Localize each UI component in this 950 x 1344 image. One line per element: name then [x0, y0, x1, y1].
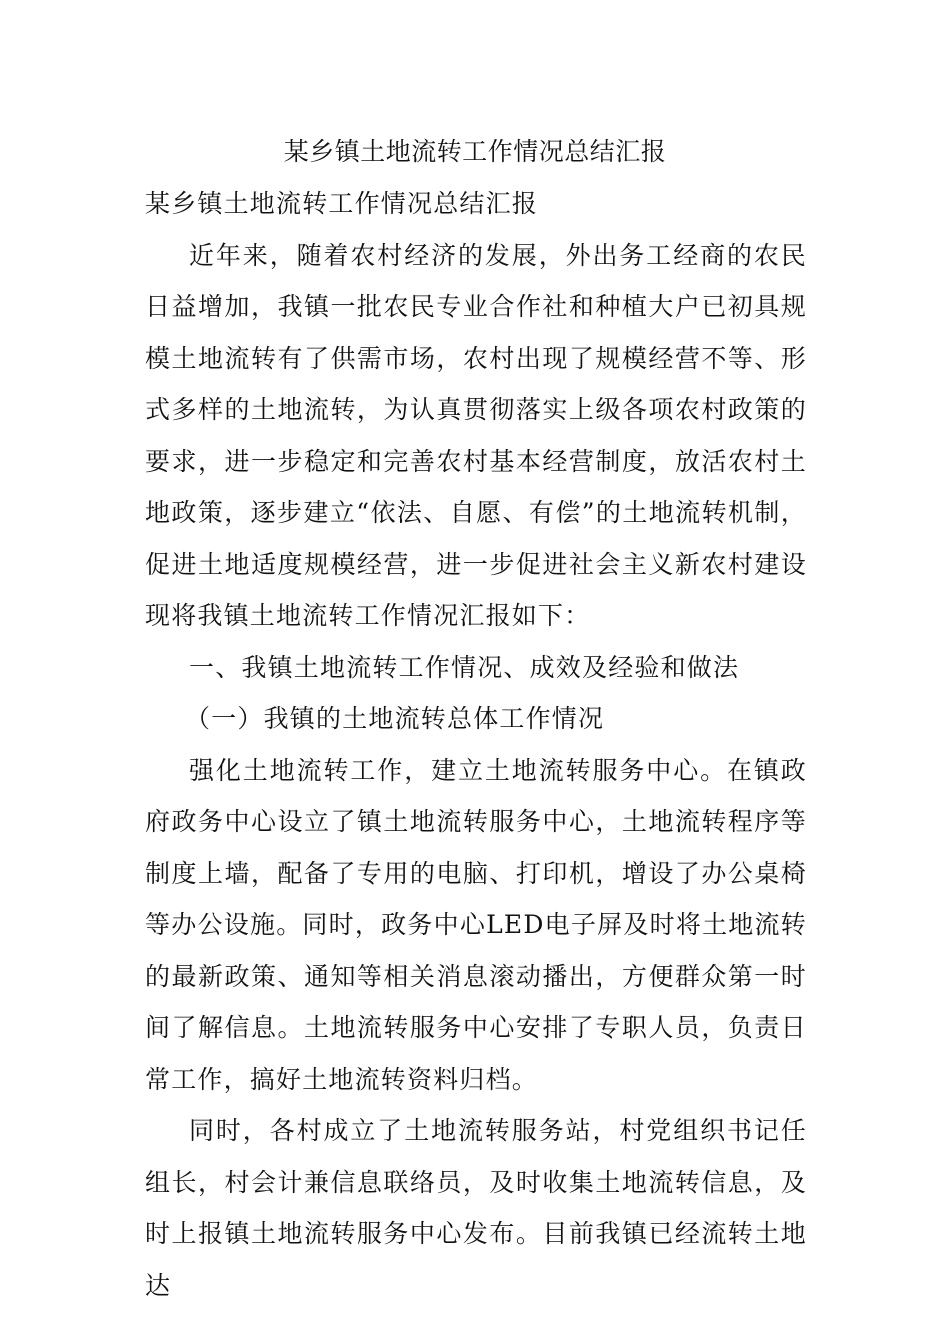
paragraph-village-stations: 同时，各村成立了土地流转服务站，村党组织书记任组长，村会计兼信息联络员，及时收集土地流转信息，及时上报镇土地流转服务中心发布。目前我镇已经流转土地达	[145, 1116, 807, 1300]
section-heading: 一、我镇土地流转工作情况、成效及经验和做法	[189, 652, 740, 682]
subsection-heading: （一）我镇的土地流转总体工作情况	[185, 704, 605, 733]
paragraph-service-center: 强化土地流转工作，建立土地流转服务中心。在镇政府政务中心设立了镇土地流转服务中心，土地流转程序等制度上墙，配备了专用的电脑、打印机，增设了办公桌椅等办公设施。同时，政务中心LED电子屏及时将土地流转的最新政策、通知等相关消息滚动播出，方便群众第一时间了解信息。土地流转服务中心安排了专职人员，负责日常工作，搞好土地流转资料归档。	[145, 755, 807, 1094]
document-body	[145, 178, 807, 1311]
paragraph-intro: 近年来，随着农村经济的发展，外出务工经商的农民日益增加，我镇一批农民专业合作社和种植大户已初具规模土地流转有了供需市场，农村出现了规模经营不等、形式多样的土地流转，为认真贯彻落实上级各项农村政策的要求，进一步稳定和完善农村基本经营制度，放活农村土地政策，逐步建立“依法、自愿、有偿”的土地流转机制，促进土地适度规模经营，进一步促进社会主义新农村建设现将我镇土地流转工作情况汇报如下：	[145, 240, 807, 630]
document-title: 某乡镇土地流转工作情况总结汇报	[283, 137, 667, 166]
document-subtitle: 某乡镇土地流转工作情况总结汇报	[145, 189, 539, 218]
